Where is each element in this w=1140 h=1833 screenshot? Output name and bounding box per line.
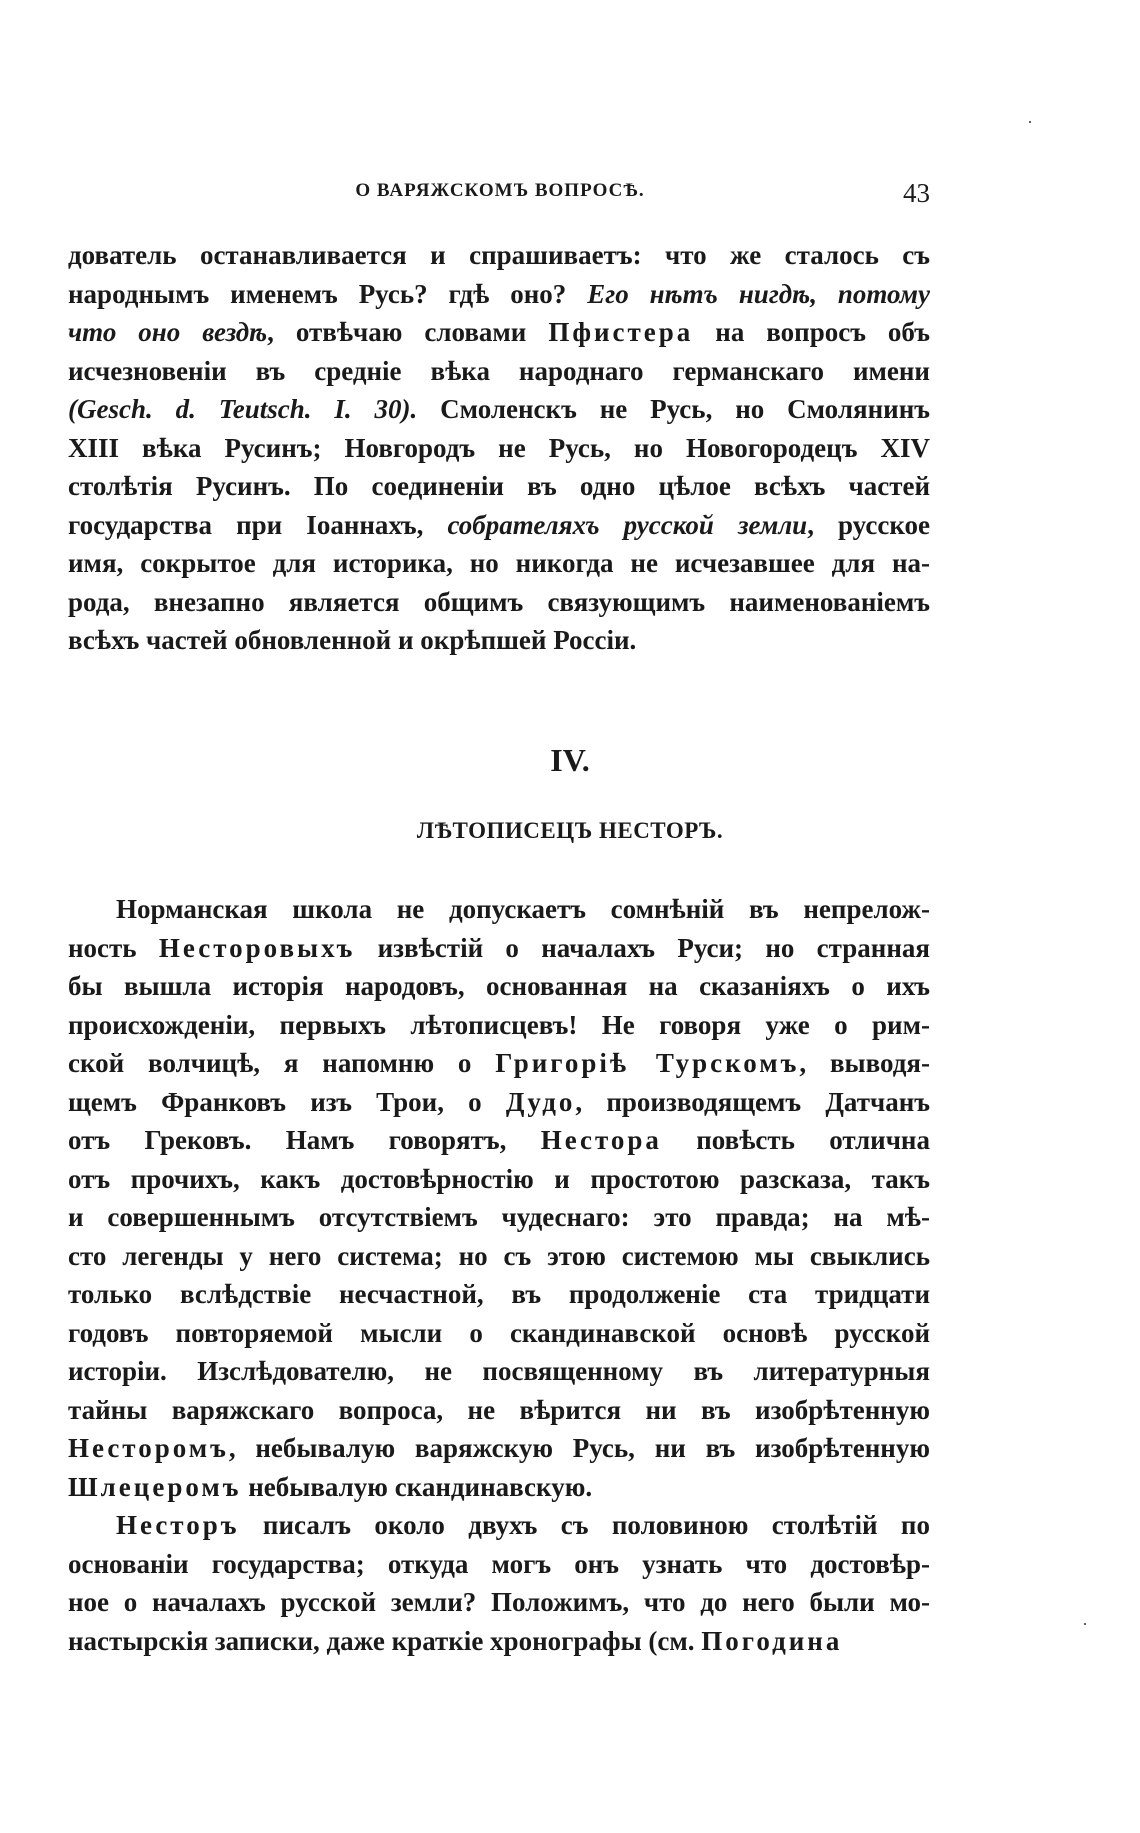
text-run: ской волчицѣ, я напомню о: [68, 1048, 496, 1078]
text-line: [68, 1583, 930, 1622]
running-title: О ВАРЯЖСКОМЪ ВОПРОСѢ.: [355, 180, 645, 201]
spaced-name: Несторовыхъ: [158, 932, 356, 963]
text-line: [68, 1275, 930, 1314]
text-run: годовъ повторяемой мысли о скандинавской основѣ русской: [68, 1317, 930, 1348]
text-run: Норманская школа не допускаетъ сомнѣній въ непрелож-: [116, 894, 930, 924]
text-line: [68, 506, 930, 545]
text-run: , производящемъ Датчанъ: [575, 1086, 930, 1117]
text-line: [68, 544, 930, 583]
text-run: извѣстій о началахъ Руси; но странная: [355, 932, 930, 963]
text-line: [68, 467, 930, 506]
spaced-name: Несторъ: [116, 1510, 240, 1540]
italic-phrase: Его нѣтъ нигдѣ, потому: [587, 278, 930, 309]
italic-phrase: собрателяхъ русской земли: [447, 509, 808, 540]
paragraph-continuation: [68, 236, 930, 660]
text-line: [68, 1044, 930, 1083]
text-run: бы вышла исторія народовъ, основанная на сказаніяхъ о ихъ: [68, 971, 930, 1001]
text-line: [68, 352, 930, 391]
text-line: [68, 1352, 930, 1391]
text-line: [68, 890, 930, 929]
chapter-body: [68, 890, 930, 1660]
spaced-name: Несторомъ: [68, 1433, 229, 1463]
text-run: , русское: [807, 509, 931, 540]
text-run: основаніи государства; откуда могъ онъ узнать что достовѣр-: [68, 1548, 930, 1579]
text-line: [68, 1506, 930, 1545]
text-run: народнымъ именемъ Русь? гдѣ оно?: [68, 278, 588, 309]
text-run: исторіи. Изслѣдователю, не посвященному въ литературныя: [68, 1356, 930, 1386]
text-line: [68, 1006, 930, 1045]
text-run: ное о началахъ русской земли? Положимъ, что до него были мо-: [68, 1587, 930, 1617]
text-line: [68, 1083, 930, 1122]
text-run: XIII вѣка Русинъ; Новгородъ не Русь, но Новогородецъ XIV: [68, 432, 930, 463]
text-line: [68, 967, 930, 1006]
text-line: [68, 1314, 930, 1353]
text-run: сто легенды у него система; но съ этою системою мы свыклись: [68, 1240, 930, 1271]
text-run: имя, сокрытое для историка, но никогда не исчезавшее для на-: [68, 548, 930, 578]
text-run: , выводя-: [799, 1048, 931, 1078]
text-line: [68, 390, 930, 429]
text-run: повѣсть отлична: [661, 1125, 930, 1155]
text-run: отъ Грековъ. Намъ говорятъ,: [68, 1125, 541, 1155]
spaced-name: Нестора: [540, 1125, 662, 1155]
running-head: [70, 180, 930, 220]
text-run: тайны варяжскаго вопроса, не вѣрится ни въ изобрѣтенную: [68, 1394, 930, 1425]
text-run: настырскія записки, даже краткіе хронографы (см.: [68, 1625, 702, 1656]
text-line: [68, 1237, 930, 1276]
text-run: исчезновеніи въ средніе вѣка народнаго германскаго имени: [68, 355, 930, 386]
text-run: писалъ около двухъ съ половиною столѣтій по: [239, 1510, 930, 1540]
text-run: государства при Іоаннахъ,: [68, 509, 448, 540]
text-line: [68, 1622, 930, 1661]
spaced-name: Дудо: [505, 1086, 576, 1117]
text-line: [68, 429, 930, 468]
text-line: [68, 1160, 930, 1199]
text-line: [68, 275, 930, 314]
text-run: рода, внезапно является общимъ связующимъ наименованіемъ: [68, 586, 930, 617]
spaced-name: Шлецеромъ: [68, 1471, 242, 1502]
text-line: [68, 621, 930, 660]
text-line: [68, 1121, 930, 1160]
italic-phrase: (Gesch. d. Teutsch. I. 30).: [68, 394, 418, 424]
section-number: IV.: [550, 742, 590, 778]
section-title: ЛѢТОПИСЕЦЪ НЕСТОРЪ.: [416, 818, 724, 843]
text-line: [68, 1429, 930, 1468]
text-line: [68, 236, 930, 275]
text-run: дователь останавливается и спрашиваетъ: что же сталось съ: [68, 240, 930, 270]
spaced-name: Пфистера: [548, 317, 694, 347]
italic-phrase: что оно вездѣ: [68, 317, 268, 347]
spaced-name: Погодина: [701, 1625, 843, 1656]
text-run: отъ прочихъ, какъ достовѣрностію и простотою разсказа, такъ: [68, 1163, 930, 1194]
spaced-name: Григоріѣ Турскомъ: [495, 1048, 800, 1078]
text-run: столѣтія Русинъ. По соединеніи въ одно цѣлое всѣхъ частей: [68, 471, 930, 501]
text-run: на вопросъ объ: [693, 317, 930, 347]
page-number: 43: [903, 178, 930, 208]
text-line: [68, 1198, 930, 1237]
text-run: , отвѣчаю словами: [267, 317, 549, 347]
text-run: и совершеннымъ отсутствіемъ чудеснаго: это правда; на мѣ-: [68, 1202, 930, 1232]
text-line: [68, 313, 930, 352]
text-line: [68, 1545, 930, 1584]
text-run: только вслѣдствіе несчастной, въ продолженіе ста тридцати: [68, 1279, 930, 1309]
margin-speck: ·: [1082, 1614, 1088, 1634]
text-run: всѣхъ частей обновленной и окрѣпшей Россіи.: [68, 625, 637, 655]
text-line: [68, 583, 930, 622]
text-line: [68, 1391, 930, 1430]
text-run: щемъ Франковъ изъ Трои, о: [68, 1086, 506, 1117]
text-line: [68, 1468, 930, 1507]
margin-speck: ·: [1027, 112, 1033, 132]
text-run: происхожденіи, первыхъ лѣтописцевъ! Не говоря уже о рим-: [68, 1009, 930, 1040]
text-line: [68, 929, 930, 968]
text-run: небывалую скандинавскую.: [241, 1471, 593, 1502]
text-run: Смоленскъ не Русь, но Смолянинъ: [417, 394, 930, 424]
text-run: , небывалую варяжскую Русь, ни въ изобрѣтенную: [228, 1433, 930, 1463]
text-run: ность: [68, 932, 159, 963]
